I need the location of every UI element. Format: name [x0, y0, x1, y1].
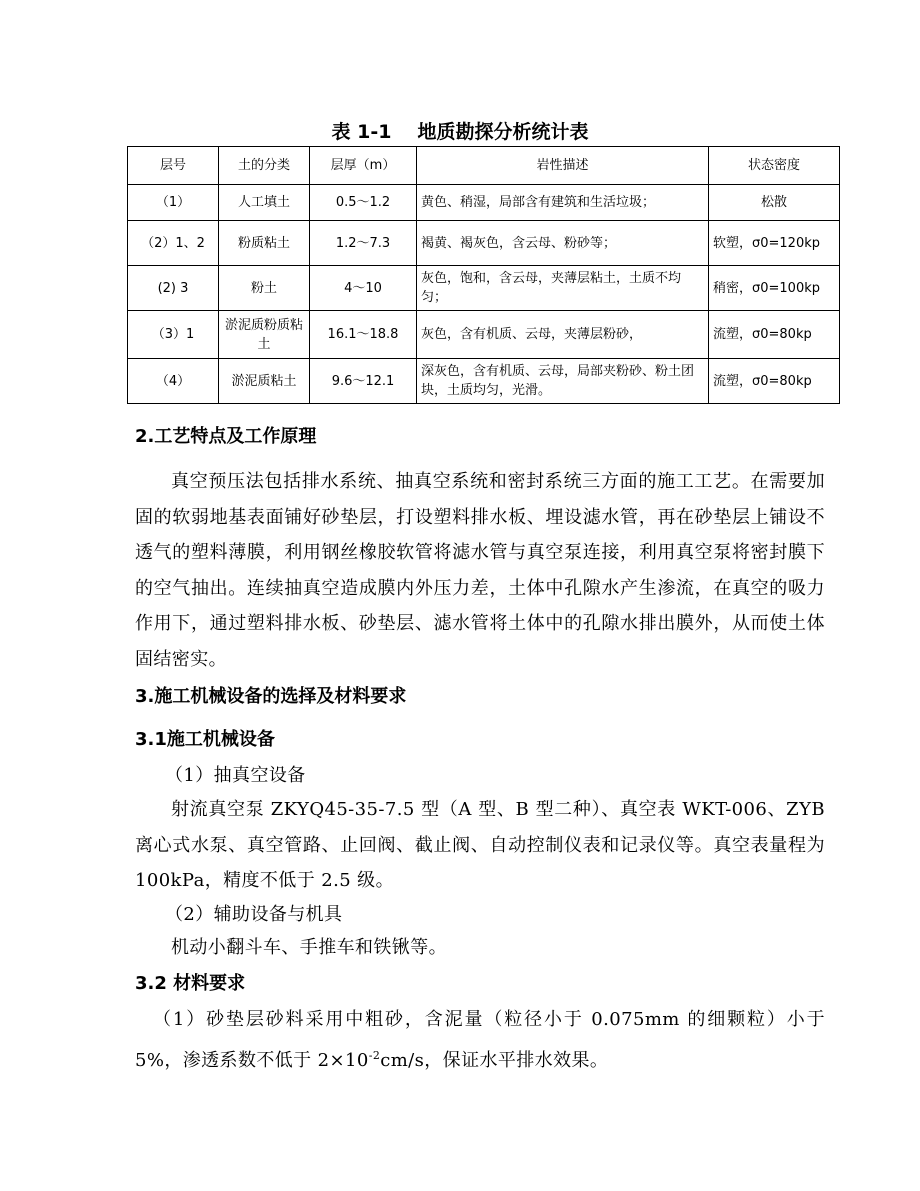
cell-soil-type: 粉土 — [219, 266, 310, 311]
cell-lithology: 灰色，饱和，含云母，夹薄层粘土，土质不均匀； — [417, 266, 709, 311]
table-row — [128, 311, 840, 359]
cell-lithology: 黄色、稍湿，局部含有建筑和生活垃圾； — [417, 185, 709, 221]
header-state-density: 状态密度 — [709, 147, 840, 185]
cell-lithology: 灰色，含有机质、云母，夹薄层粉砂， — [417, 311, 709, 359]
equipment-item-2-title: （2）辅助设备与机具 — [165, 904, 343, 925]
table-row — [128, 185, 840, 221]
cell-soil-type: 人工填土 — [219, 185, 310, 221]
cell-layer-no: （3）1 — [128, 311, 219, 359]
cell-layer-no: (2) 3 — [128, 266, 219, 311]
cell-soil-type: 淤泥质粉质粘土 — [219, 311, 310, 359]
cell-state-density: 流塑，σ0=80kp — [709, 359, 840, 404]
header-layer-no: 层号 — [128, 147, 219, 185]
section-3-1-heading: 3.1施工机械设备 — [135, 729, 275, 750]
material-item-1-text: （1）砂垫层砂料采用中粗砂，含泥量（粒径小于 0.075mm 的细颗粒）小于 5%，渗透系数不低于 2×10 — [135, 1009, 825, 1071]
section-2-heading: 2.工艺特点及工作原理 — [135, 426, 317, 447]
cell-thickness: 16.1～18.8 — [310, 311, 417, 359]
equipment-item-1-text: 射流真空泵 ZKYQ45-35-7.5 型（A 型、B 型二种）、真空表 WKT-006、ZYB 离心式水泵、真空管路、止回阀、截止阀、自动控制仪表和记录仪等。真空表量程为 100kPa，精度不低于 2.5 级。 — [135, 799, 825, 891]
section-3-heading: 3.施工机械设备的选择及材料要求 — [135, 686, 407, 707]
section-3-2-heading: 3.2 材料要求 — [135, 973, 246, 994]
table-row — [128, 221, 840, 266]
header-thickness: 层厚（m） — [310, 147, 417, 185]
cell-soil-type: 粉质粘土 — [219, 221, 310, 266]
table-caption-number: 表 1-1 — [331, 121, 392, 143]
cell-state-density: 稍密，σ0=100kp — [709, 266, 840, 311]
table-row — [128, 359, 840, 404]
cell-layer-no: （1） — [128, 185, 219, 221]
cell-state-density: 流塑，σ0=80kp — [709, 311, 840, 359]
cell-state-density: 软塑，σ0=120kp — [709, 221, 840, 266]
material-item-1 — [135, 1002, 825, 1078]
table-row — [128, 266, 840, 311]
geology-table — [127, 146, 840, 404]
header-lithology: 岩性描述 — [417, 147, 709, 185]
table-caption-title: 地质勘探分析统计表 — [417, 121, 589, 143]
material-item-1-text-end: cm/s，保证水平排水效果。 — [380, 1049, 609, 1071]
cell-thickness: 1.2～7.3 — [310, 221, 417, 266]
cell-thickness: 4～10 — [310, 266, 417, 311]
cell-layer-no: （4） — [128, 359, 219, 404]
section-2-paragraph: 真空预压法包括排水系统、抽真空系统和密封系统三方面的施工工艺。在需要加固的软弱地基表面铺好砂垫层，打设塑料排水板、埋设滤水管，再在砂垫层上铺设不透气的塑料薄膜，利用钢丝橡胶软管将滤水管与真空泵连接，利用真空泵将密封膜下的空气抽出。连续抽真空造成膜内外压力差，土体中孔隙水产生渗流，在真空的吸力作用下，通过塑料排水板、砂垫层、滤水管将土体中的孔隙水排出膜外，从而使土体固结密实。 — [135, 471, 825, 670]
cell-thickness: 9.6～12.1 — [310, 359, 417, 404]
table-header-row — [128, 147, 840, 185]
cell-lithology: 褐黄、褐灰色，含云母、粉砂等； — [417, 221, 709, 266]
equipment-item-2-text: 机动小翻斗车、手推车和铁锹等。 — [171, 937, 447, 958]
cell-lithology: 深灰色，含有机质、云母，局部夹粉砂、粉土团块，土质均匀，光滑。 — [417, 359, 709, 404]
table-caption — [0, 118, 920, 146]
cell-soil-type: 淤泥质粘土 — [219, 359, 310, 404]
exponent-superscript: -2 — [368, 1048, 381, 1062]
equipment-item-1-title: （1）抽真空设备 — [165, 765, 306, 786]
cell-layer-no: （2）1、2 — [128, 221, 219, 266]
cell-state-density: 松散 — [709, 185, 840, 221]
cell-thickness: 0.5～1.2 — [310, 185, 417, 221]
header-soil-type: 土的分类 — [219, 147, 310, 185]
